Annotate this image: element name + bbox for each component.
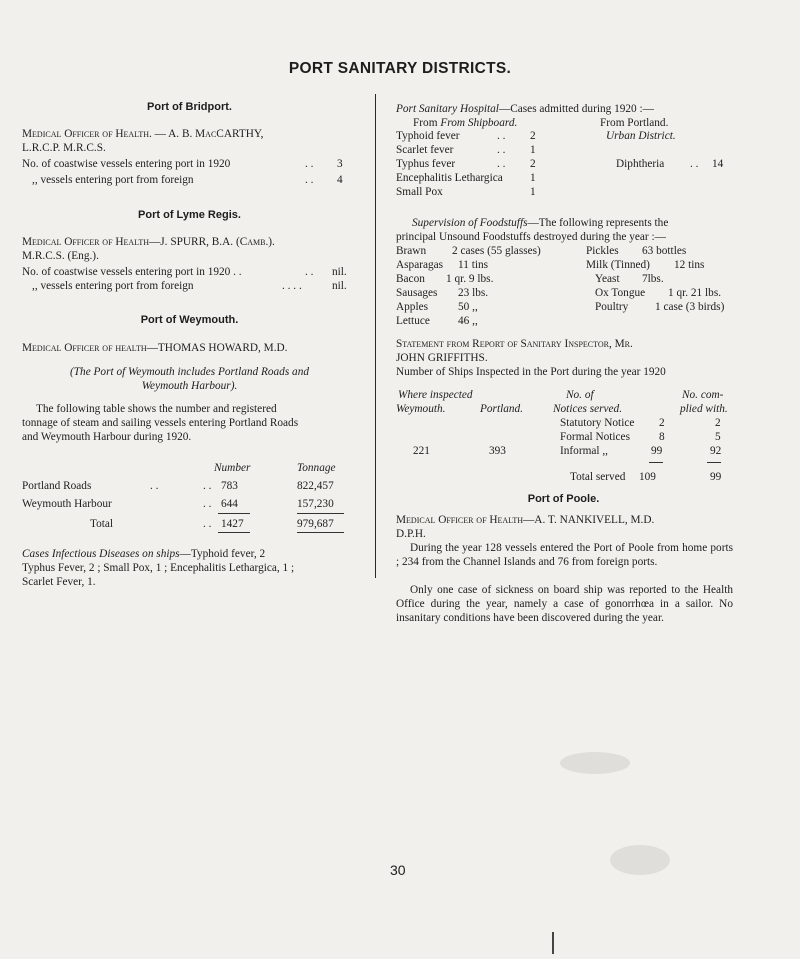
notice-served: 2 bbox=[659, 417, 665, 429]
from-shipboard: From Shipboard. bbox=[440, 117, 518, 129]
food-qty: 23 lbs. bbox=[458, 287, 489, 299]
poole-para1: During the year 128 vessels entered the Port of Poole from home ports ; 234 from the Channel Islands and 76 from foreign ports. bbox=[396, 542, 733, 568]
notice-total-served: 109 bbox=[639, 471, 656, 483]
portland-value: 393 bbox=[489, 445, 506, 457]
lyme-officer-line1: Medical Officer of Health—J. SPURR, B.A. (Camb.). bbox=[22, 236, 275, 248]
food-qty: 2 cases (55 glasses) bbox=[452, 245, 541, 257]
food-qty: 46 ,, bbox=[458, 315, 478, 327]
table-row-name: Weymouth Harbour bbox=[22, 498, 112, 510]
shipboard-row-name: Encephalitis Lethargica bbox=[396, 172, 503, 184]
shipboard-row-dots: . . bbox=[497, 158, 506, 170]
food-qty: 11 tins bbox=[458, 259, 489, 271]
bridport-row-value: 4 bbox=[337, 174, 343, 186]
notices-served: Notices served. bbox=[553, 403, 623, 415]
shipboard-row-name: Small Pox bbox=[396, 186, 443, 198]
no-com: No. com- bbox=[682, 389, 724, 401]
table-total-rule bbox=[218, 532, 250, 533]
shipboard-row-value: 1 bbox=[530, 186, 536, 198]
lyme-row-label: No. of coastwise vessels entering port in 1920 . . bbox=[22, 266, 242, 278]
no-of: No. of bbox=[566, 389, 594, 401]
notice-served: 99 bbox=[651, 445, 663, 457]
table-row-name: Portland Roads bbox=[22, 480, 92, 492]
notice-complied: 2 bbox=[715, 417, 721, 429]
weymouth-cases-line2: Typhus Fever, 2 ; Small Pox, 1 ; Encephalitis Lethargica, 1 ; bbox=[22, 562, 295, 574]
food-item: Asparagas bbox=[396, 259, 444, 271]
poole-officer-line1: Medical Officer of Health—A. T. NANKIVELL, M.D. bbox=[396, 514, 655, 526]
scan-smudge bbox=[560, 752, 630, 774]
hospital-from-shipboard: From From Shipboard. bbox=[413, 117, 518, 129]
cases-rest: —Typhoid fever, 2 bbox=[179, 548, 266, 560]
table-row-tonnage: 157,230 bbox=[297, 498, 334, 510]
food-item: Pickles bbox=[586, 245, 619, 257]
food-item: Sausages bbox=[396, 287, 438, 299]
food-item: Bacon bbox=[396, 273, 425, 285]
weymouth-officer-line: Medical Officer of health—THOMAS HOWARD, M.D. bbox=[22, 342, 288, 354]
portland-row-name: Diphtheria bbox=[616, 158, 665, 170]
notice-complied: 5 bbox=[715, 431, 721, 443]
shipboard-row-dots: . . bbox=[497, 130, 506, 142]
bridport-row-dots: . . bbox=[305, 158, 314, 170]
bridport-row-label: ,, vessels entering port from foreign bbox=[32, 174, 194, 186]
food-item: Yeast bbox=[595, 273, 620, 285]
food-qty: 63 bottles bbox=[642, 245, 687, 257]
shipboard-row-name: Typhoid fever bbox=[396, 130, 460, 142]
food-item: Milk (Tinned) bbox=[586, 259, 650, 271]
table-row-dots: . . bbox=[203, 498, 212, 510]
hospital-intro-rest: —Cases admitted during 1920 :— bbox=[498, 103, 654, 115]
hospital-intro-italic: Port Sanitary Hospital bbox=[396, 103, 499, 115]
table-total-rule bbox=[297, 513, 344, 514]
hospital-from-portland: From Portland. bbox=[600, 117, 669, 129]
foodstuffs-intro-line2: principal Unsound Foodstuffs destroyed during the year :— bbox=[396, 231, 666, 243]
shipboard-row-value: 2 bbox=[530, 130, 536, 142]
weymouth-value: 221 bbox=[413, 445, 430, 457]
cases-italic: Cases Infectious Diseases on ships bbox=[22, 548, 180, 560]
notice-served: 8 bbox=[659, 431, 665, 443]
food-item: Poultry bbox=[595, 301, 629, 313]
notice-total-rule bbox=[649, 462, 663, 463]
where-inspected: Where inspected bbox=[398, 389, 473, 401]
weymouth-note-line2: Weymouth Harbour). bbox=[141, 380, 238, 392]
table-row-tonnage: 822,457 bbox=[297, 480, 334, 492]
weymouth-intro-line3: and Weymouth Harbour during 1920. bbox=[22, 431, 192, 443]
weymouth-intro-line1: The following table shows the number and registered bbox=[36, 403, 277, 415]
food-qty: 7lbs. bbox=[642, 273, 664, 285]
inspector-line1: Statement from Report of Sanitary Inspector, Mr. bbox=[396, 338, 633, 350]
poole-heading: Port of Poole. bbox=[527, 493, 600, 505]
notice-total-complied: 99 bbox=[710, 471, 722, 483]
table-total-number: 1427 bbox=[221, 518, 244, 530]
plied-with: plied with. bbox=[680, 403, 728, 415]
inspector-line2: JOHN GRIFFITHS. bbox=[396, 352, 488, 364]
portland-row-value: 14 bbox=[712, 158, 724, 170]
hospital-urban-district: Urban District. bbox=[606, 130, 676, 142]
bridport-officer-line2: L.R.C.P. M.R.C.S. bbox=[22, 142, 106, 154]
table-row-dots: . . bbox=[203, 480, 212, 492]
scan-smudge bbox=[610, 845, 670, 875]
notice-total-label: Total served bbox=[570, 471, 626, 483]
weymouth-cases-line3: Scarlet Fever, 1. bbox=[22, 576, 96, 588]
lyme-officer-line2: M.R.C.S. (Eng.). bbox=[22, 250, 99, 262]
weymouth-note-line1: (The Port of Weymouth includes Portland Roads and bbox=[70, 366, 309, 378]
weymouth-heading: Port of Weymouth. bbox=[140, 314, 239, 326]
table-row-number: 644 bbox=[221, 498, 238, 510]
shipboard-row-dots: . . bbox=[497, 144, 506, 156]
table-col-tonnage: Tonnage bbox=[297, 462, 336, 474]
notice-name: Formal Notices bbox=[560, 431, 630, 443]
page-number: 30 bbox=[390, 862, 406, 878]
shipboard-row-value: 2 bbox=[530, 158, 536, 170]
lyme-row-value: nil. bbox=[332, 280, 347, 292]
scan-mark bbox=[552, 932, 554, 954]
foodstuffs-intro bbox=[412, 216, 668, 230]
notice-complied: 92 bbox=[710, 445, 722, 457]
poole-para2: Only one case of sickness on board ship was reported to the Health Office during the year, namely a case of gonorrhœa in a sailor. No insanitary conditions have been discovered during the year. bbox=[396, 584, 733, 624]
shipboard-row-value: 1 bbox=[530, 144, 536, 156]
bridport-row-value: 3 bbox=[337, 158, 343, 170]
table-row-dots: . . bbox=[150, 480, 159, 492]
foodstuffs-intro-rest: —The following represents the bbox=[527, 217, 669, 229]
foodstuffs-intro-italic: Supervision of Foodstuffs bbox=[412, 217, 528, 229]
food-qty: 1 qr. 21 lbs. bbox=[668, 287, 722, 299]
portland-row-dots: . . bbox=[690, 158, 699, 170]
poole-officer-line2: D.P.H. bbox=[396, 528, 426, 540]
notice-total-rule bbox=[707, 462, 721, 463]
food-item: Brawn bbox=[396, 245, 427, 257]
food-qty: 50 ,, bbox=[458, 301, 478, 313]
weymouth-cases-line1 bbox=[22, 547, 265, 561]
notice-name: Informal ,, bbox=[560, 445, 608, 457]
bridport-officer-line1: Medical Officer of Health. — A. B. MacCARTHY, bbox=[22, 128, 264, 140]
bridport-row-dots: . . bbox=[305, 174, 314, 186]
lyme-row-dots: . . bbox=[305, 266, 314, 278]
food-item: Lettuce bbox=[396, 315, 430, 327]
notice-name: Statutory Notice bbox=[560, 417, 635, 429]
food-qty: 1 case (3 birds) bbox=[655, 301, 725, 313]
lyme-row-value: nil. bbox=[332, 266, 347, 278]
shipboard-row-name: Scarlet fever bbox=[396, 144, 454, 156]
food-qty: 1 qr. 9 lbs. bbox=[446, 273, 494, 285]
bridport-heading: Port of Bridport. bbox=[147, 101, 232, 113]
weymouth-intro-line2: tonnage of steam and sailing vessels entering Portland Roads bbox=[22, 417, 299, 429]
lyme-heading: Port of Lyme Regis. bbox=[138, 209, 241, 221]
shipboard-row-name: Typhus fever bbox=[396, 158, 456, 170]
bridport-row-label: No. of coastwise vessels entering port in 1920 bbox=[22, 158, 231, 170]
column-divider bbox=[375, 94, 376, 578]
table-row-number: 783 bbox=[221, 480, 238, 492]
table-total-label: Total bbox=[90, 518, 114, 530]
table-total-rule bbox=[218, 513, 250, 514]
lyme-row-dots: . . . . bbox=[282, 280, 302, 292]
lyme-row-label: ,, vessels entering port from foreign bbox=[32, 280, 194, 292]
shipboard-row-value: 1 bbox=[530, 172, 536, 184]
weymouth-col: Weymouth. bbox=[396, 403, 446, 415]
portland-col: Portland. bbox=[480, 403, 523, 415]
page-title: PORT SANITARY DISTRICTS. bbox=[288, 60, 512, 77]
table-total-rule bbox=[297, 532, 344, 533]
food-qty: 12 tins bbox=[674, 259, 705, 271]
food-item: Apples bbox=[396, 301, 429, 313]
table-total-dots: . . bbox=[203, 518, 212, 530]
table-total-tonnage: 979,687 bbox=[297, 518, 334, 530]
table-col-number: Number bbox=[214, 462, 251, 474]
inspector-line3: Number of Ships Inspected in the Port during the year 1920 bbox=[396, 366, 666, 378]
hospital-intro bbox=[396, 102, 654, 116]
food-item: Ox Tongue bbox=[595, 287, 646, 299]
